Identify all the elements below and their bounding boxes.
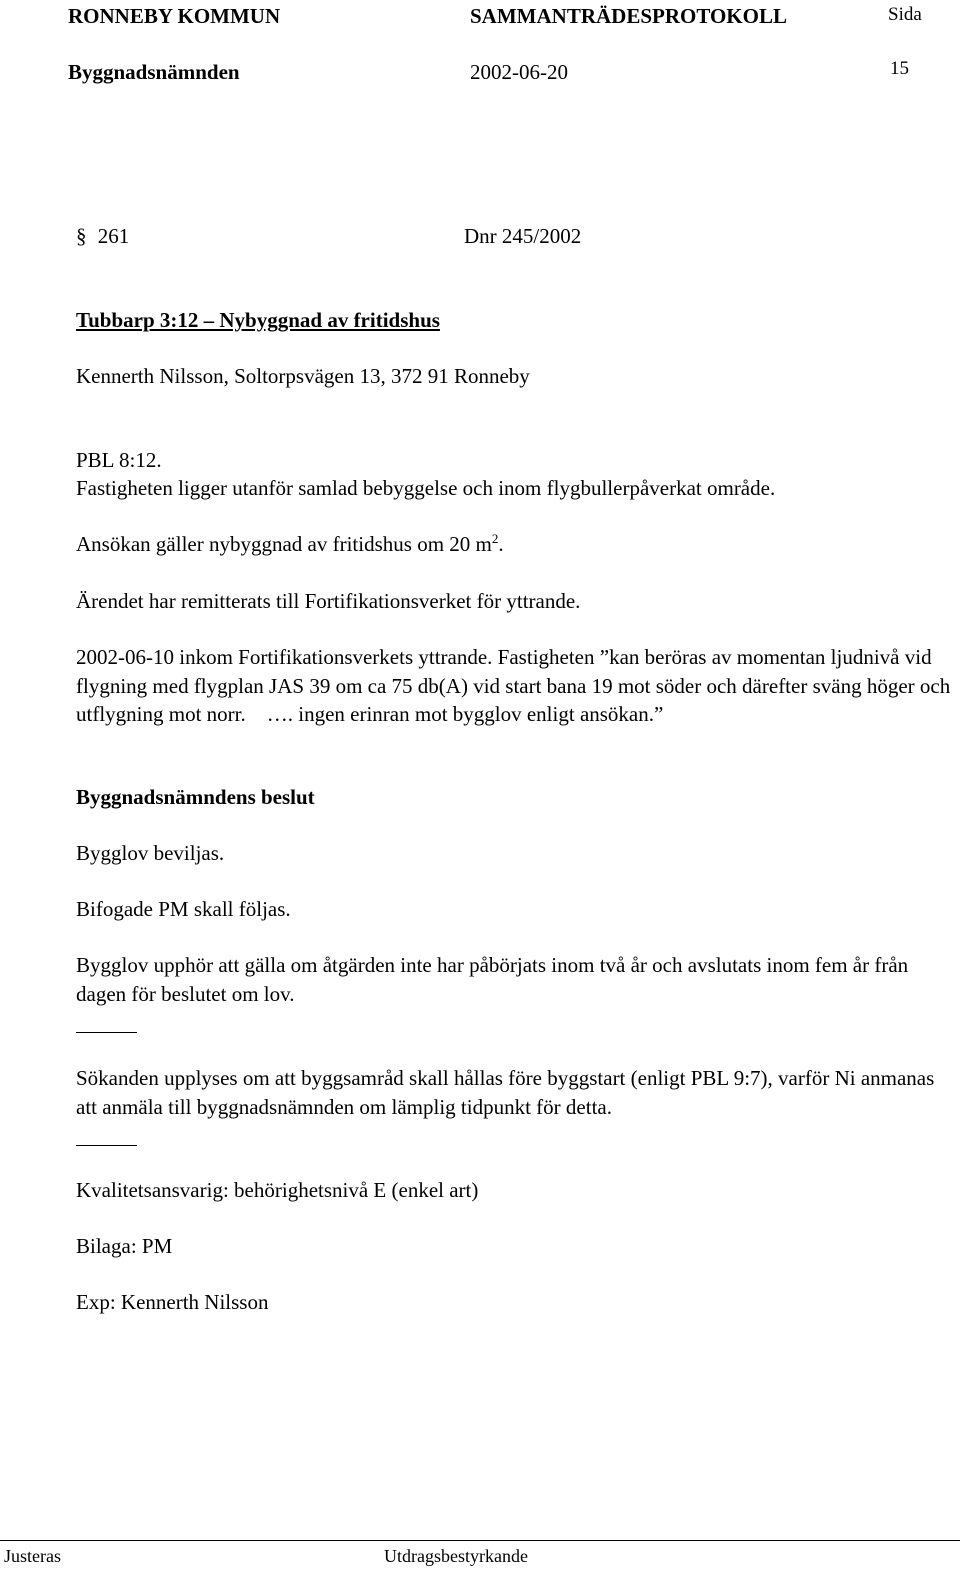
meeting-date: 2002-06-20 (470, 60, 568, 84)
footer-divider (0, 1540, 960, 1541)
application-main: Ansökan gäller nybyggnad av fritidshus om 20 m (76, 532, 492, 556)
case-dnr: Dnr 245/2002 (464, 224, 582, 248)
municipality-name: RONNEBY KOMMUN (68, 4, 281, 28)
decision-granted: Bygglov beviljas. (76, 841, 225, 865)
location-text: Fastigheten ligger utanför samlad bebyggelse och inom flygbullerpåverkat område. (76, 476, 776, 500)
statement-text: 2002-06-10 inkom Fortifikationsverkets yttrande. Fastigheten ”kan beröras av momentan ljudnivå vid flygning med flygplan JAS 39 om ca 75 db(A) vid start bana 19 mot söder och därefter sväng höger och utflygning mot norr. …. ingen erinran mot bygglov enligt ansökan.” (76, 645, 956, 726)
footer-justeras: Justeras (4, 1546, 61, 1566)
pbl-reference: PBL 8:12. (76, 448, 162, 472)
case-title: Tubbarp 3:12 – Nybyggnad av fritidshus (76, 308, 440, 332)
decision-expiry: Bygglov upphör att gälla om åtgärden inte har påbörjats inom två år och avslutats inom fem år från dagen för beslutet om lov. (76, 953, 909, 1006)
section-symbol: § (76, 224, 87, 248)
page-label: Sida (888, 4, 922, 25)
page-number: 15 (890, 58, 909, 79)
case-number: 261 (97, 224, 130, 248)
footer-utdragsbestyrkande: Utdragsbestyrkande (384, 1546, 528, 1566)
protocol-title: SAMMANTRÄDESPROTOKOLL (470, 4, 787, 28)
quality-responsible: Kvalitetsansvarig: behörighetsnivå E (enkel art) (76, 1178, 479, 1202)
decision-notice: Sökanden upplyses om att byggsamråd skall hållas före byggstart (enligt PBL 9:7), varför Ni anmanas att anmäla till byggnadsnämnden om lämplig tidpunkt för detta. (76, 1066, 935, 1119)
area-superscript: 2 (491, 531, 499, 546)
application-text (76, 530, 504, 559)
applicant: Kennerth Nilsson, Soltorpsvägen 13, 372 91 Ronneby (76, 364, 530, 388)
decision-pm: Bifogade PM skall följas. (76, 897, 291, 921)
attachment: Bilaga: PM (76, 1234, 173, 1258)
committee-name: Byggnadsnämnden (68, 60, 240, 84)
separator-line (76, 1145, 137, 1146)
separator-line (76, 1032, 137, 1033)
application-end: . (498, 532, 504, 556)
section-mark (76, 222, 129, 251)
decision-heading: Byggnadsnämndens beslut (76, 785, 315, 809)
expedition: Exp: Kennerth Nilsson (76, 1290, 269, 1314)
referral-text: Ärendet har remitterats till Fortifikationsverket för yttrande. (76, 589, 581, 613)
